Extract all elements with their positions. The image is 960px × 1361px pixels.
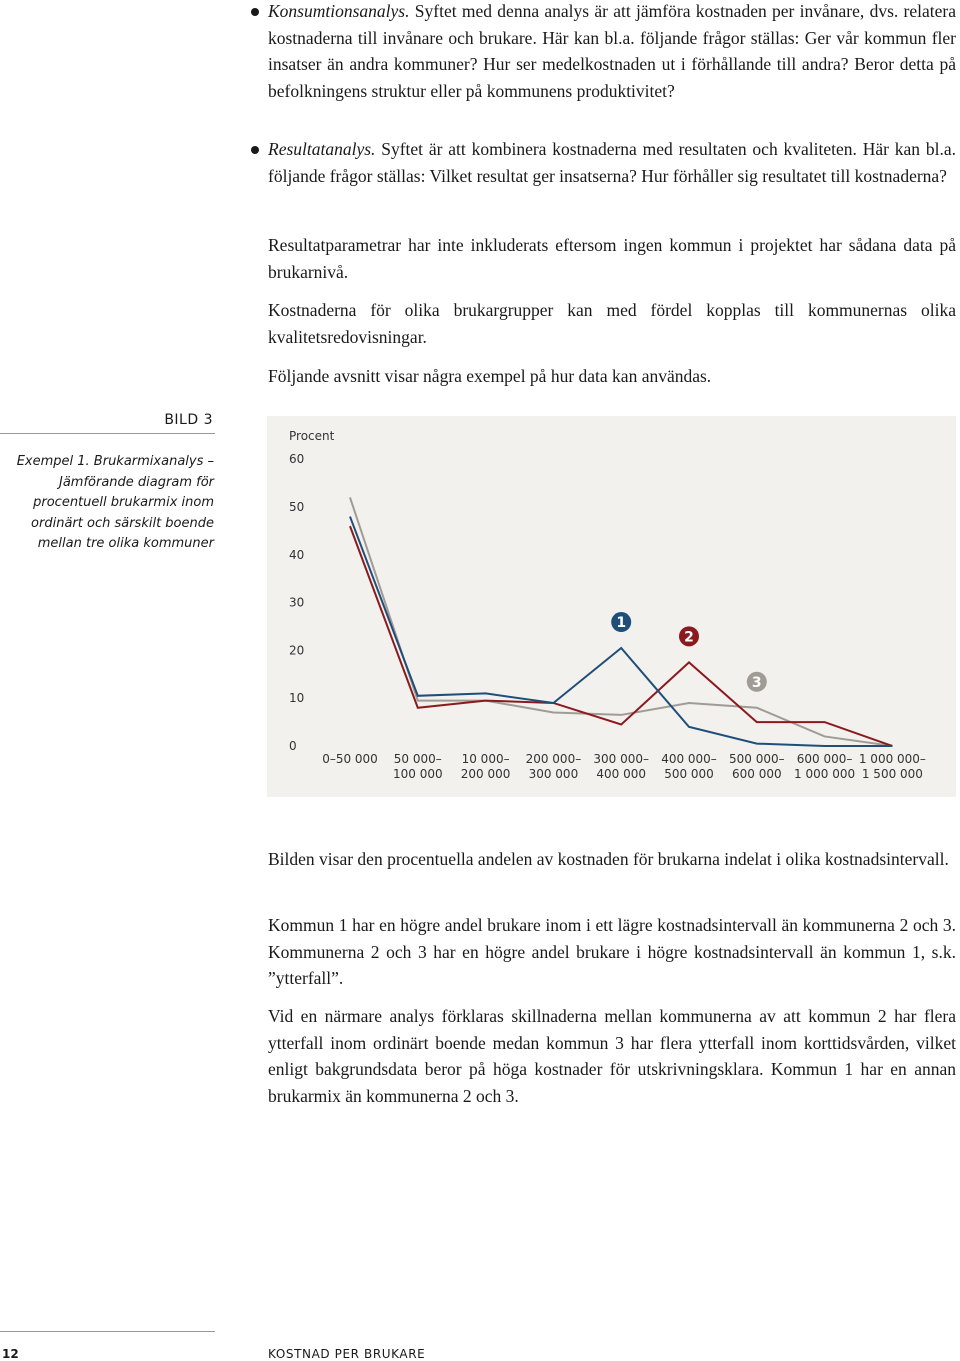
x-tick-label: 50 000– [393, 752, 442, 766]
caption-text: Brukarmixanalys – Jämförande diagram för procentuell brukarmix inom ordinärt och särskilt boende mellan tre olika kommuner [31, 454, 214, 551]
bullet-resultatanalys [268, 136, 956, 189]
caption-lead: Exempel 1. [16, 454, 90, 469]
x-tick-label: 400 000 [596, 767, 647, 781]
x-tick-label: 300 000 [528, 767, 579, 781]
y-tick-label: 0 [289, 739, 297, 753]
x-tick-label: 0–50 000 [322, 752, 378, 766]
x-tick-label: 600 000– [796, 752, 853, 766]
x-tick-label: 600 000 [731, 767, 782, 781]
x-tick-label: 500 000– [728, 752, 785, 766]
bullet-term: Resultatanalys. [268, 139, 376, 159]
page-number: 12 [2, 1347, 19, 1361]
running-head: KOSTNAD PER BRUKARE [268, 1347, 426, 1361]
y-axis-title: Procent [289, 429, 335, 443]
x-tick-label: 200 000– [525, 752, 582, 766]
x-tick-label: 100 000 [392, 767, 443, 781]
series-badge-label: 2 [684, 629, 694, 646]
bullet-dot-icon [251, 146, 259, 154]
bullet-text: Syftet är att kombinera kostnaderna med resultaten och kvaliteten. Här kan bl.a. följande frågor ställas: Vilket resultat ger insatserna? Hur förhåller sig resultatet till kostnaderna? [268, 139, 956, 186]
series-badge-label: 1 [616, 615, 627, 632]
bullet-konsumtionsanalys [268, 0, 956, 104]
paragraph-foljande: Följande avsnitt visar några exempel på hur data kan användas. [268, 366, 712, 386]
x-tick-label: 10 000– [461, 752, 510, 766]
brukarmix-chart [267, 416, 956, 797]
bullet-term: Konsumtionsanalys. [268, 1, 410, 21]
y-tick-label: 50 [289, 500, 305, 514]
x-tick-label: 400 000– [661, 752, 717, 766]
chart-svg [267, 416, 956, 797]
bullet-text: Syftet med denna analys är att jämföra kostnaden per invånare, dvs. relatera kostnaderna till invånare och brukare. Här kan bl.a. följande frågor ställas: Ger vår kommun fler insatser än andra kommuner? Hur ser medelkostnaden ut i förhållande till andra? Beror detta på befolkningens struktur eller på kommunens produktivitet? [268, 1, 956, 101]
series-line-kommun-2 [350, 526, 892, 746]
y-tick-label: 30 [289, 595, 305, 610]
figure-divider [0, 433, 215, 434]
figure-caption [10, 452, 214, 555]
x-tick-label: 500 000 [664, 767, 714, 781]
paragraph-bilden-visar: Bilden visar den procentuella andelen av kostnaden för brukarna indelat i olika kostnadsintervall. [268, 849, 949, 869]
footer-divider [0, 1331, 215, 1332]
series-badge-kommun-2 [679, 626, 699, 646]
series-badge-label: 3 [751, 674, 762, 691]
x-tick-label: 300 000– [593, 752, 650, 766]
y-tick-label: 60 [289, 452, 305, 467]
bullet-dot-icon [251, 8, 259, 16]
x-tick-label: 1 000 000 [794, 767, 856, 781]
y-tick-label: 20 [289, 643, 305, 658]
paragraph-kommun-1: Kommun 1 har en högre andel brukare inom i ett lägre kostnadsintervall än kommunerna 2 och 3. Kommunerna 2 och 3 har en högre andel brukare i högre kostnadsintervall än kommun 1, s.k. ”ytterfall”. [268, 915, 956, 988]
figure-label: BILD 3 [164, 412, 213, 428]
series-badge-kommun-1 [611, 612, 631, 632]
y-tick-label: 10 [289, 691, 305, 706]
paragraph-kostnaderna: Kostnaderna för olika brukargrupper kan med fördel kopplas till kommunernas olika kvalitetsredovisningar. [268, 300, 956, 347]
x-tick-label: 1 000 000– [858, 752, 926, 766]
x-tick-label: 1 500 000 [861, 767, 923, 781]
y-tick-label: 40 [289, 547, 305, 562]
paragraph-narmare-analys: Vid en närmare analys förklaras skillnaderna mellan kommunerna av att kommun 2 har flera ytterfall inom ordinärt boende medan kommun 3 har flera ytterfall inom korttidsvården, vilket enligt bakgrundsdata beror på höga kostnader för utskrivningsklara. Kommun 1 har en annan brukarmix än kommunerna 2 och 3. [268, 1006, 956, 1106]
series-badge-kommun-3 [747, 672, 767, 692]
x-tick-label: 200 000 [460, 767, 511, 781]
paragraph-resultatparametrar: Resultatparametrar har inte inkluderats eftersom ingen kommun i projektet har sådana data på brukarnivå. [268, 235, 956, 282]
